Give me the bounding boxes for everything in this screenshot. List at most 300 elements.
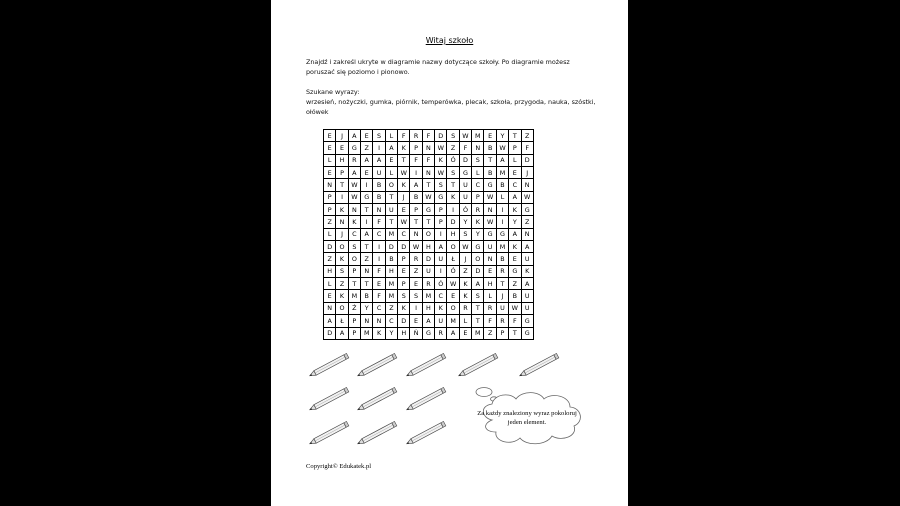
grid-cell[interactable]: P [336, 167, 348, 179]
grid-cell[interactable]: S [435, 179, 447, 191]
grid-cell[interactable]: B [496, 253, 508, 265]
grid-cell[interactable]: M [447, 315, 459, 327]
grid-cell[interactable]: Y [459, 216, 471, 228]
grid-cell[interactable]: W [509, 302, 521, 314]
grid-cell[interactable]: B [496, 179, 508, 191]
grid-cell[interactable]: E [324, 142, 336, 154]
grid-cell[interactable]: R [496, 315, 508, 327]
grid-cell[interactable]: W [422, 191, 434, 203]
worksheet-page [271, 0, 628, 506]
grid-cell[interactable]: A [410, 179, 422, 191]
grid-cell[interactable]: J [521, 167, 533, 179]
grid-cell[interactable]: M [385, 290, 397, 302]
grid-cell[interactable]: O [447, 302, 459, 314]
grid-cell[interactable]: S [472, 154, 484, 166]
grid-cell[interactable]: U [385, 204, 397, 216]
grid-cell[interactable]: T [509, 130, 521, 142]
grid-cell[interactable]: W [484, 216, 496, 228]
grid-cell[interactable]: S [472, 290, 484, 302]
grid-cell[interactable]: G [521, 327, 533, 339]
grid-cell[interactable]: C [472, 179, 484, 191]
grid-cell[interactable]: L [472, 167, 484, 179]
grid-cell[interactable]: W [435, 167, 447, 179]
grid-cell[interactable]: D [472, 265, 484, 277]
grid-cell[interactable]: I [435, 228, 447, 240]
words-header: Szukane wyrazy: [306, 88, 360, 96]
grid-cell[interactable]: O [472, 253, 484, 265]
grid-cell[interactable]: M [385, 228, 397, 240]
grid-cell[interactable]: D [385, 241, 397, 253]
grid-row [324, 302, 534, 314]
grid-cell[interactable]: A [509, 228, 521, 240]
grid-cell[interactable]: N [324, 302, 336, 314]
grid-cell[interactable]: K [336, 204, 348, 216]
grid-cell[interactable]: G [348, 142, 360, 154]
grid-cell[interactable]: U [373, 167, 385, 179]
grid-cell[interactable]: A [373, 154, 385, 166]
grid-cell[interactable]: Z [361, 142, 373, 154]
grid-cell[interactable]: Y [496, 130, 508, 142]
grid-cell[interactable]: N [336, 216, 348, 228]
grid-cell[interactable]: E [373, 278, 385, 290]
grid-cell[interactable]: Ł [447, 253, 459, 265]
grid-cell[interactable]: R [484, 302, 496, 314]
grid-cell[interactable]: E [324, 167, 336, 179]
grid-cell[interactable]: P [509, 142, 521, 154]
grid-cell[interactable]: R [472, 204, 484, 216]
grid-cell[interactable]: T [422, 179, 434, 191]
grid-cell[interactable]: L [496, 191, 508, 203]
grid-cell[interactable]: Y [472, 228, 484, 240]
grid-cell[interactable]: Ó [459, 204, 471, 216]
grid-cell[interactable]: D [398, 315, 410, 327]
grid-cell[interactable]: M [348, 290, 360, 302]
grid-cell[interactable]: J [336, 228, 348, 240]
grid-cell[interactable]: L [484, 290, 496, 302]
grid-cell[interactable]: I [373, 142, 385, 154]
grid-cell[interactable]: K [336, 290, 348, 302]
grid-cell[interactable]: W [447, 278, 459, 290]
grid-cell[interactable]: N [472, 142, 484, 154]
cloud-text: Za każdy znaleziony wyraz pokoloruj jeden element. [477, 410, 577, 426]
grid-cell[interactable]: N [348, 204, 360, 216]
grid-cell[interactable]: T [361, 278, 373, 290]
grid-cell[interactable]: U [521, 302, 533, 314]
grid-cell[interactable]: A [509, 191, 521, 203]
grid-cell[interactable]: K [398, 142, 410, 154]
grid-cell[interactable]: I [435, 265, 447, 277]
grid-row [324, 216, 534, 228]
grid-cell[interactable]: I [373, 241, 385, 253]
grid-cell[interactable]: P [435, 204, 447, 216]
grid-cell[interactable]: E [459, 327, 471, 339]
grid-cell[interactable]: Z [509, 278, 521, 290]
grid-cell[interactable]: W [521, 191, 533, 203]
grid-cell[interactable]: O [422, 228, 434, 240]
grid-cell[interactable]: P [398, 278, 410, 290]
grid-cell[interactable]: Z [385, 302, 397, 314]
grid-cell[interactable]: Y [361, 302, 373, 314]
grid-cell[interactable]: B [410, 191, 422, 203]
grid-cell[interactable]: K [509, 241, 521, 253]
grid-cell[interactable]: N [484, 204, 496, 216]
grid-cell[interactable]: P [398, 253, 410, 265]
grid-cell[interactable]: I [410, 167, 422, 179]
grid-cell[interactable]: L [385, 130, 397, 142]
grid-cell[interactable]: Y [509, 216, 521, 228]
grid-cell[interactable]: P [348, 265, 360, 277]
grid-cell[interactable]: Y [385, 327, 397, 339]
grid-cell[interactable]: M [496, 241, 508, 253]
grid-cell[interactable]: M [496, 167, 508, 179]
grid-cell[interactable]: E [361, 167, 373, 179]
grid-cell[interactable]: T [385, 191, 397, 203]
grid-cell[interactable]: C [385, 315, 397, 327]
grid-cell[interactable]: G [521, 315, 533, 327]
grid-cell[interactable]: G [361, 191, 373, 203]
grid-cell[interactable]: G [484, 228, 496, 240]
grid-cell[interactable]: D [459, 154, 471, 166]
grid-cell[interactable]: A [472, 278, 484, 290]
grid-cell[interactable]: L [324, 228, 336, 240]
grid-cell[interactable]: D [422, 253, 434, 265]
grid-cell[interactable]: A [348, 167, 360, 179]
grid-cell[interactable]: I [373, 253, 385, 265]
grid-cell[interactable]: W [348, 179, 360, 191]
grid-cell[interactable]: T [336, 179, 348, 191]
grid-cell[interactable]: I [361, 179, 373, 191]
grid-cell[interactable]: E [385, 154, 397, 166]
grid-cell[interactable]: Ó [447, 265, 459, 277]
grid-cell[interactable]: K [472, 216, 484, 228]
grid-cell[interactable]: E [410, 278, 422, 290]
grid-cell[interactable]: K [435, 154, 447, 166]
grid-cell[interactable]: Z [447, 142, 459, 154]
grid-cell[interactable]: R [459, 302, 471, 314]
grid-cell[interactable]: Z [521, 130, 533, 142]
grid-cell[interactable]: B [373, 191, 385, 203]
grid-cell[interactable]: A [422, 315, 434, 327]
grid-cell[interactable]: T [385, 216, 397, 228]
grid-cell[interactable]: I [336, 191, 348, 203]
grid-cell[interactable]: K [521, 265, 533, 277]
grid-cell[interactable]: S [410, 290, 422, 302]
grid-cell[interactable]: N [361, 315, 373, 327]
grid-cell[interactable]: S [459, 228, 471, 240]
grid-cell[interactable]: O [447, 241, 459, 253]
grid-cell[interactable]: N [521, 228, 533, 240]
grid-cell[interactable]: T [361, 241, 373, 253]
grid-cell[interactable]: O [336, 241, 348, 253]
grid-cell[interactable]: C [373, 302, 385, 314]
grid-cell[interactable]: A [324, 315, 336, 327]
grid-cell[interactable]: W [459, 130, 471, 142]
grid-cell[interactable]: H [484, 278, 496, 290]
grid-cell[interactable]: F [398, 130, 410, 142]
grid-cell[interactable]: G [459, 167, 471, 179]
grid-cell[interactable]: R [410, 130, 422, 142]
grid-cell[interactable]: N [422, 142, 434, 154]
grid-cell[interactable]: N [521, 179, 533, 191]
grid-cell[interactable]: L [324, 278, 336, 290]
grid-cell[interactable]: H [385, 265, 397, 277]
grid-cell[interactable]: G [509, 265, 521, 277]
grid-cell[interactable]: K [459, 290, 471, 302]
grid-cell[interactable]: E [484, 265, 496, 277]
grid-cell[interactable]: K [509, 204, 521, 216]
grid-cell[interactable]: G [435, 191, 447, 203]
grid-cell[interactable]: D [324, 327, 336, 339]
grid-cell[interactable]: N [373, 315, 385, 327]
grid-cell[interactable]: N [422, 167, 434, 179]
grid-cell[interactable]: T [496, 278, 508, 290]
grid-cell[interactable]: E [398, 265, 410, 277]
grid-cell[interactable]: J [398, 191, 410, 203]
grid-cell[interactable]: I [361, 216, 373, 228]
grid-cell[interactable]: F [509, 315, 521, 327]
grid-cell[interactable]: T [361, 204, 373, 216]
grid-cell[interactable]: F [373, 216, 385, 228]
grid-cell[interactable]: O [385, 179, 397, 191]
grid-cell[interactable]: U [459, 179, 471, 191]
grid-cell[interactable]: Z [459, 265, 471, 277]
grid-cell[interactable]: Z [336, 278, 348, 290]
grid-cell[interactable]: Ł [336, 315, 348, 327]
grid-cell[interactable]: Z [410, 265, 422, 277]
grid-cell[interactable]: S [348, 241, 360, 253]
grid-cell[interactable]: K [447, 191, 459, 203]
grid-cell[interactable]: S [336, 265, 348, 277]
grid-row [324, 204, 534, 216]
grid-cell[interactable]: K [459, 278, 471, 290]
grid-cell[interactable]: A [385, 142, 397, 154]
grid-cell[interactable]: P [472, 191, 484, 203]
grid-cell[interactable]: B [385, 253, 397, 265]
grid-cell[interactable]: C [509, 179, 521, 191]
grid-cell[interactable]: N [361, 265, 373, 277]
grid-cell[interactable]: G [472, 241, 484, 253]
grid-cell[interactable]: P [410, 142, 422, 154]
grid-cell[interactable]: N [484, 253, 496, 265]
grid-cell[interactable]: I [496, 216, 508, 228]
grid-cell[interactable]: P [435, 216, 447, 228]
grid-row [324, 167, 534, 179]
grid-cell[interactable]: T [472, 302, 484, 314]
grid-cell[interactable]: F [373, 265, 385, 277]
grid-cell[interactable]: T [472, 315, 484, 327]
grid-cell[interactable]: E [509, 167, 521, 179]
grid-cell[interactable]: R [348, 154, 360, 166]
grid-cell[interactable]: Ż [348, 302, 360, 314]
grid-cell[interactable]: U [521, 253, 533, 265]
grid-cell[interactable]: L [509, 154, 521, 166]
grid-row [324, 228, 534, 240]
grid-cell[interactable]: M [361, 327, 373, 339]
grid-cell[interactable]: U [435, 315, 447, 327]
grid-cell[interactable]: S [398, 290, 410, 302]
grid-cell[interactable]: B [361, 290, 373, 302]
grid-cell[interactable]: N [373, 204, 385, 216]
grid-cell[interactable]: O [348, 253, 360, 265]
grid-cell[interactable]: T [410, 216, 422, 228]
grid-cell[interactable]: P [348, 315, 360, 327]
grid-cell[interactable]: P [348, 327, 360, 339]
grid-cell[interactable]: K [348, 216, 360, 228]
grid-cell[interactable]: H [422, 302, 434, 314]
grid-cell[interactable]: F [521, 142, 533, 154]
grid-cell[interactable]: H [447, 228, 459, 240]
grid-cell[interactable]: Ń [410, 327, 422, 339]
grid-cell[interactable]: A [521, 241, 533, 253]
grid-cell[interactable]: L [324, 154, 336, 166]
grid-cell[interactable]: A [336, 327, 348, 339]
grid-cell[interactable]: U [435, 253, 447, 265]
grid-cell[interactable]: E [324, 290, 336, 302]
grid-cell[interactable]: R [410, 253, 422, 265]
grid-cell[interactable]: U [422, 265, 434, 277]
grid-cell[interactable]: D [521, 154, 533, 166]
grid-cell[interactable]: E [361, 130, 373, 142]
grid-cell[interactable]: T [398, 154, 410, 166]
grid-row [324, 278, 534, 290]
grid-cell[interactable]: N [324, 179, 336, 191]
grid-cell[interactable]: J [459, 253, 471, 265]
grid-cell[interactable]: Z [324, 253, 336, 265]
grid-cell[interactable]: T [348, 278, 360, 290]
grid-cell[interactable]: F [422, 130, 434, 142]
grid-cell[interactable]: O [336, 302, 348, 314]
grid-cell[interactable]: T [422, 216, 434, 228]
grid-cell[interactable]: P [410, 204, 422, 216]
grid-cell[interactable]: E [447, 290, 459, 302]
grid-cell[interactable]: B [509, 290, 521, 302]
grid-cell[interactable]: P [324, 191, 336, 203]
grid-cell[interactable]: R [422, 278, 434, 290]
grid-cell[interactable]: T [509, 327, 521, 339]
grid-cell[interactable]: U [484, 241, 496, 253]
grid-cell[interactable]: U [496, 302, 508, 314]
grid-cell[interactable]: I [447, 204, 459, 216]
grid-cell[interactable]: S [447, 167, 459, 179]
grid-cell[interactable]: H [422, 241, 434, 253]
grid-cell[interactable]: K [398, 179, 410, 191]
grid-cell[interactable]: G [496, 228, 508, 240]
grid-cell[interactable]: Ó [435, 278, 447, 290]
grid-cell[interactable]: S [447, 130, 459, 142]
grid-cell[interactable]: A [361, 154, 373, 166]
grid-cell[interactable]: I [496, 204, 508, 216]
grid-cell[interactable]: J [336, 130, 348, 142]
grid-cell[interactable]: N [410, 228, 422, 240]
grid-cell[interactable]: L [385, 167, 397, 179]
grid-cell[interactable]: H [398, 327, 410, 339]
grid-cell[interactable]: W [398, 167, 410, 179]
grid-cell[interactable]: Ó [447, 154, 459, 166]
grid-cell[interactable]: K [435, 302, 447, 314]
grid-cell[interactable]: A [521, 278, 533, 290]
grid-cell[interactable]: D [435, 130, 447, 142]
grid-cell[interactable]: B [484, 167, 496, 179]
grid-cell[interactable]: D [324, 241, 336, 253]
grid-cell[interactable]: B [373, 179, 385, 191]
grid-cell[interactable]: W [459, 241, 471, 253]
grid-cell[interactable]: D [398, 241, 410, 253]
grid-cell[interactable]: C [373, 228, 385, 240]
grid-cell[interactable]: U [521, 290, 533, 302]
grid-cell[interactable]: W [410, 241, 422, 253]
grid-cell[interactable]: Z [521, 216, 533, 228]
grid-cell[interactable]: F [459, 142, 471, 154]
grid-cell[interactable]: L [459, 315, 471, 327]
grid-cell[interactable]: K [398, 302, 410, 314]
grid-cell[interactable]: W [435, 142, 447, 154]
grid-cell[interactable]: E [398, 204, 410, 216]
grid-cell[interactable]: F [410, 154, 422, 166]
grid-cell[interactable]: U [459, 191, 471, 203]
grid-cell[interactable]: C [348, 228, 360, 240]
grid-cell[interactable]: E [410, 315, 422, 327]
grid-cell[interactable]: T [447, 179, 459, 191]
grid-cell[interactable]: B [484, 142, 496, 154]
grid-cell[interactable]: W [484, 191, 496, 203]
grid-cell[interactable]: A [435, 241, 447, 253]
pencil-icon [355, 386, 401, 412]
grid-cell[interactable]: M [472, 130, 484, 142]
grid-cell[interactable]: Z [324, 216, 336, 228]
grid-row [324, 179, 534, 191]
grid-cell[interactable]: R [496, 265, 508, 277]
grid-cell[interactable]: F [373, 290, 385, 302]
grid-cell[interactable]: J [496, 290, 508, 302]
grid-cell[interactable]: Z [361, 253, 373, 265]
grid-cell[interactable]: K [373, 327, 385, 339]
grid-cell[interactable]: C [435, 290, 447, 302]
grid-cell[interactable]: K [336, 253, 348, 265]
grid-cell[interactable]: T [484, 154, 496, 166]
grid-cell[interactable]: P [496, 327, 508, 339]
grid-cell[interactable]: W [398, 216, 410, 228]
grid-cell[interactable]: S [373, 130, 385, 142]
grid-cell[interactable]: E [324, 130, 336, 142]
grid-cell[interactable]: G [422, 327, 434, 339]
grid-cell[interactable]: D [447, 216, 459, 228]
grid-cell[interactable]: G [521, 204, 533, 216]
grid-cell[interactable]: R [435, 327, 447, 339]
grid-cell[interactable]: M [422, 290, 434, 302]
grid-cell[interactable]: W [496, 142, 508, 154]
grid-cell[interactable]: G [484, 179, 496, 191]
grid-cell[interactable]: A [361, 228, 373, 240]
grid-cell[interactable]: C [398, 228, 410, 240]
grid-cell[interactable]: F [422, 154, 434, 166]
grid-cell[interactable]: I [410, 302, 422, 314]
grid-cell[interactable]: H [336, 154, 348, 166]
grid-cell[interactable]: A [348, 130, 360, 142]
grid-cell[interactable]: E [336, 142, 348, 154]
grid-cell[interactable]: M [385, 278, 397, 290]
grid-cell[interactable]: G [422, 204, 434, 216]
grid-cell[interactable]: W [348, 191, 360, 203]
grid-cell[interactable]: Z [484, 327, 496, 339]
grid-cell[interactable]: M [472, 327, 484, 339]
grid-cell[interactable]: P [324, 204, 336, 216]
grid-cell[interactable]: H [324, 265, 336, 277]
grid-cell[interactable]: A [496, 154, 508, 166]
grid-cell[interactable]: E [509, 253, 521, 265]
grid-cell[interactable]: F [484, 315, 496, 327]
grid-cell[interactable]: E [484, 130, 496, 142]
grid-cell[interactable]: A [447, 327, 459, 339]
